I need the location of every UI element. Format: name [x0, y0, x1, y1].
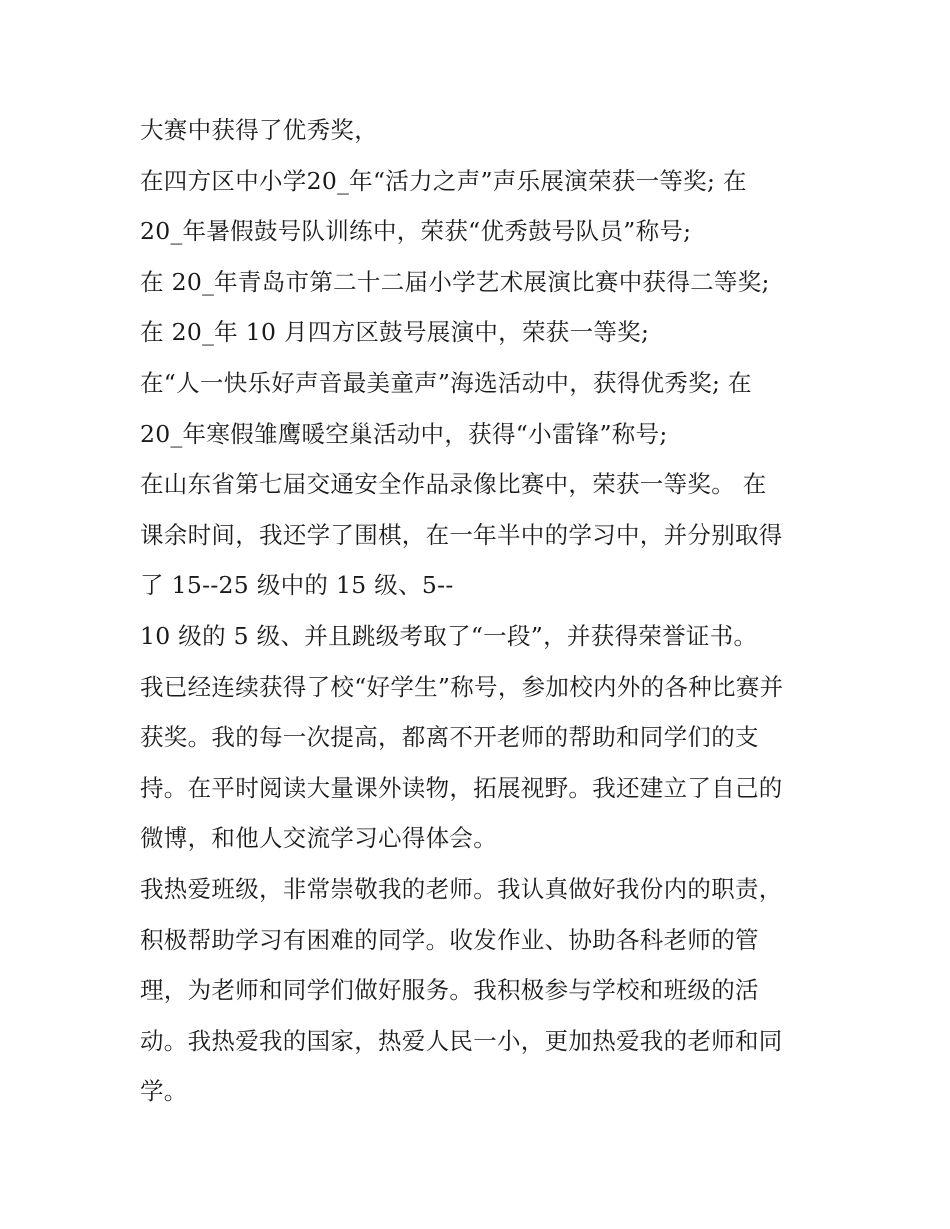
text-line: 了 15--25 级中的 15 级、5--: [140, 571, 454, 600]
text-line: 学。: [140, 1077, 188, 1106]
text-line: 理，为老师和同学们做好服务。我积极参与学校和班级的活: [140, 976, 759, 1005]
text-line: 获奖。我的每一次提高，都离不开老师的帮助和同学们的支: [140, 723, 759, 752]
text-line: 20_年寒假雏鹰暖空巢活动中，获得“小雷锋”称号;: [140, 419, 668, 448]
text-line: 20_年暑假鼓号队训练中，荣获“优秀鼓号队员”称号;: [140, 217, 692, 246]
text-line: 大赛中获得了优秀奖，: [140, 116, 378, 144]
text-line: 在“人一快乐好声音最美童声”海选活动中，获得优秀奖; 在: [140, 368, 752, 397]
text-line: 持。在平时阅读大量课外读物，拓展视野。我还建立了自己的: [140, 773, 783, 802]
text-line: 我已经连续获得了校“好学生”称号，参加校内外的各种比赛并: [140, 672, 784, 701]
text-line: 在四方区中小学20_年“活力之声”声乐展演荣获一等奖; 在: [140, 166, 747, 195]
text-line: 动。我热爱我的国家，热爱人民一小，更加热爱我的老师和同: [140, 1026, 783, 1055]
document-body: [140, 105, 840, 1117]
text-line: 10 级的 5 级、并且跳级考取了“一段”，并获得荣誉证书。: [140, 621, 758, 650]
text-line: 积极帮助学习有困难的同学。收发作业、协助各科老师的管: [140, 925, 759, 954]
text-line: 在 20_年青岛市第二十二届小学艺术展演比赛中获得二等奖;: [140, 267, 770, 296]
text-line: 在山东省第七届交通安全作品录像比赛中，荣获一等奖。 在: [140, 470, 767, 499]
text-line: 微博，和他人交流学习心得体会。: [140, 824, 497, 853]
text-line: 在 20_年 10 月四方区鼓号展演中，荣获一等奖;: [140, 318, 650, 347]
text-line: 我热爱班级，非常崇敬我的老师。我认真做好我份内的职责，: [140, 874, 783, 903]
text-line: 课余时间，我还学了围棋，在一年半中的学习中，并分别取得: [140, 520, 783, 549]
